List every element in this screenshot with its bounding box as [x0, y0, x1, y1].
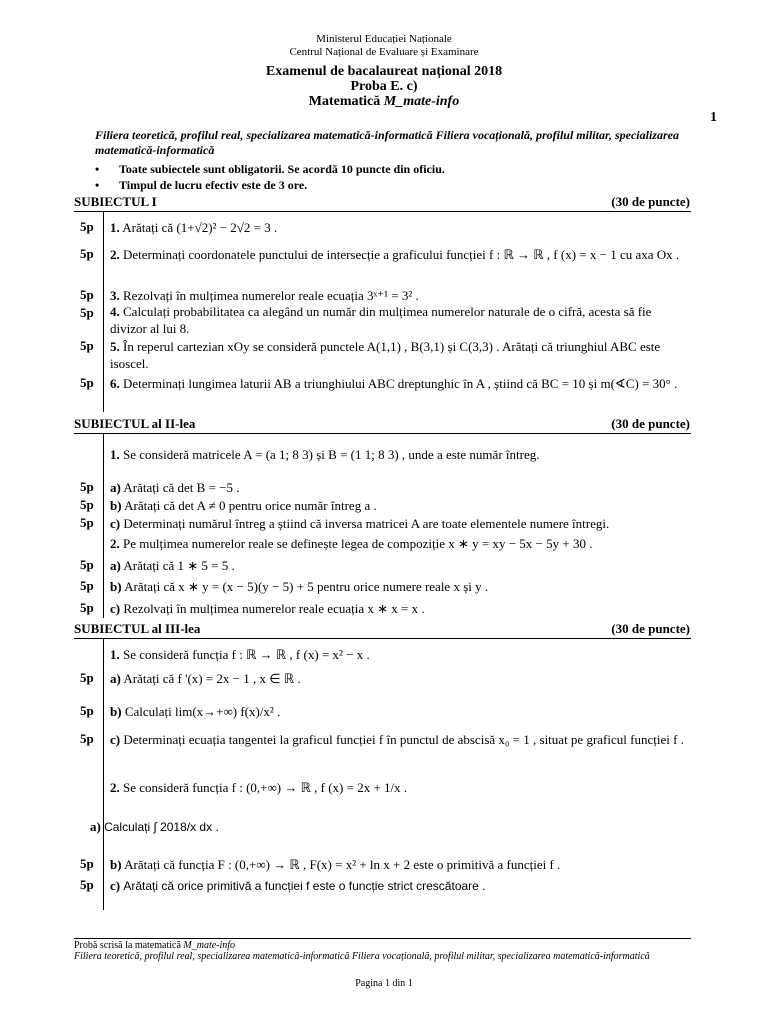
s2-problem-2b: b) Arătați că x ∗ y = (x − 5)(y − 5) + 5 pentru orice numere reale x și y . [110, 579, 489, 594]
s3-problem-1b: b) Calculați lim(x→+∞) f(x)/x² . [110, 704, 281, 719]
points-label: 5p [80, 305, 94, 320]
s1-question-2: 2. Determinați coordonatele punctului de intersecție a graficului funcției f : ℝ → ℝ , f (x) = x − 1 cu axa Ox . [110, 247, 680, 262]
s2-problem-1c: c) Determinați numărul întreg a știind că inversa matricei A are toate elementele numere întregi. [110, 516, 610, 531]
section-points: (30 de puncte) [611, 194, 690, 209]
s2-problem-1a: a) Arătați că det B = −5 . [110, 480, 240, 495]
divider [74, 211, 691, 212]
s1-question-3: 3. Rezolvați în mulțimea numerelor reale ecuația 3ˣ⁺¹ = 3² . [110, 288, 419, 303]
bullet-icon: • [95, 178, 100, 192]
ministry-name: Ministerul Educației Naționale [316, 33, 452, 45]
points-label: 5p [80, 219, 94, 234]
filiera-text: Filiera teoretică, profilul real, specializarea matematică-informatică Filiera vocațională, profilul militar, specializarea matematică-informatică [95, 128, 679, 157]
section-1-header [74, 194, 690, 209]
instruction-text: Toate subiectele sunt obligatorii. Se acordă 10 puncte din oficiu. [119, 162, 445, 176]
section-points: (30 de puncte) [611, 416, 690, 431]
instruction-item [95, 162, 445, 176]
points-label: 5p [80, 557, 94, 572]
instruction-item [95, 178, 307, 192]
footer-line-2: Filiera teoretică, profilul real, specializarea matematică-informatică Filiera vocațională, profilul militar, specializarea matematică-informatică [74, 951, 650, 962]
points-label: 5p [80, 670, 94, 685]
s2-problem-2: 2. Pe mulțimea numerelor reale se definește legea de compoziție x ∗ y = xy − 5x − 5y + 30 . [110, 536, 593, 551]
bullet-icon: • [95, 162, 100, 176]
points-column-line [103, 211, 104, 412]
s1-question-1: 1. Arătați că (1+√2)² − 2√2 = 3 . [110, 220, 278, 235]
variant-number: 1 [710, 110, 717, 125]
page-number: Pagina 1 din 1 [355, 978, 413, 989]
subject-name: M_mate-info [383, 94, 460, 109]
points-label: 5p [80, 578, 94, 593]
footer-divider [74, 938, 691, 939]
points-label: 5p [80, 246, 94, 261]
s3-problem-2b: b) Arătați că funcția F : (0,+∞) → ℝ , F(x) = x² + ln x + 2 este o primitivă a funcției f . [110, 857, 561, 872]
footer-line-1: Probă scrisă la matematică M_mate-info [74, 940, 236, 951]
points-label: 5p [80, 877, 94, 892]
points-label: 5p [80, 703, 94, 718]
section-2-header [74, 416, 690, 431]
s2-problem-1: 1. Se consideră matricele A = (a 1; 8 3) și B = (1 1; 8 3) , unde a este număr întreg. [110, 447, 540, 462]
s1-question-6: 6. Determinați lungimea laturii AB a triunghiului ABC dreptunghic în A , știind că BC = 10 și m(∢C) = 30° . [110, 376, 678, 391]
points-label: 5p [80, 497, 94, 512]
points-label: 5p [80, 338, 94, 353]
s3-problem-2c: c) Arătați că orice primitivă a funcției f este o funcție strict crescătoare . [110, 878, 486, 893]
section-points: (30 de puncte) [611, 621, 690, 636]
s3-problem-1c: c) Determinați ecuația tangentei la graficul funcției f în punctul de abscisă x₀ = 1 , situat pe graficul funcției f . [110, 732, 684, 747]
points-label: 5p [80, 600, 94, 615]
points-label: 5p [80, 375, 94, 390]
subject-prefix: Matematică [308, 94, 384, 109]
points-label: 5p [80, 515, 94, 530]
points-column-line [103, 433, 104, 618]
points-label: 5p [80, 479, 94, 494]
s3-problem-1a: a) Arătați că f '(x) = 2x − 1 , x ∈ ℝ . [110, 671, 301, 686]
exam-title: Examenul de bacalaureat național 2018 [265, 64, 503, 79]
proba-label: Proba E. c) [350, 79, 418, 94]
s2-problem-2c: c) Rezolvați în mulțimea numerelor reale ecuația x ∗ x = x . [110, 601, 425, 616]
section-title: SUBIECTUL I [74, 194, 157, 209]
divider [74, 638, 691, 639]
section-3-header [74, 621, 690, 636]
points-column-line [103, 638, 104, 910]
section-title: SUBIECTUL al II-lea [74, 416, 196, 431]
s3-problem-1: 1. Se consideră funcția f : ℝ → ℝ , f (x) = x² − x . [110, 647, 370, 662]
points-label: 5p [80, 856, 94, 871]
subject-title [0, 94, 768, 110]
section-title: SUBIECTUL al III-lea [74, 621, 201, 636]
s1-question-4: 4. Calculați probabilitatea ca alegând un număr din mulțimea numerelor naturale de o cifră, acesta să fie divizor al lui 8. [110, 304, 652, 336]
s3-problem-2: 2. Se consideră funcția f : (0,+∞) → ℝ , f (x) = 2x + 1/x . [110, 780, 408, 795]
points-label: 5p [80, 287, 94, 302]
divider [74, 433, 691, 434]
points-label: 5p [80, 731, 94, 746]
s3-problem-2a: a) Calculați ∫ 2018/x dx . [90, 819, 219, 834]
s2-problem-1b: b) Arătați că det A ≠ 0 pentru orice număr întreg a . [110, 498, 377, 513]
s2-problem-2a: a) Arătați că 1 ∗ 5 = 5 . [110, 558, 235, 573]
s1-question-5: 5. În reperul cartezian xOy se consideră punctele A(1,1) , B(3,1) și C(3,3) . Arătați că triunghiul ABC este isoscel. [110, 339, 661, 371]
center-name: Centrul Național de Evaluare și Examinare [289, 46, 479, 58]
instruction-text: Timpul de lucru efectiv este de 3 ore. [119, 178, 308, 192]
